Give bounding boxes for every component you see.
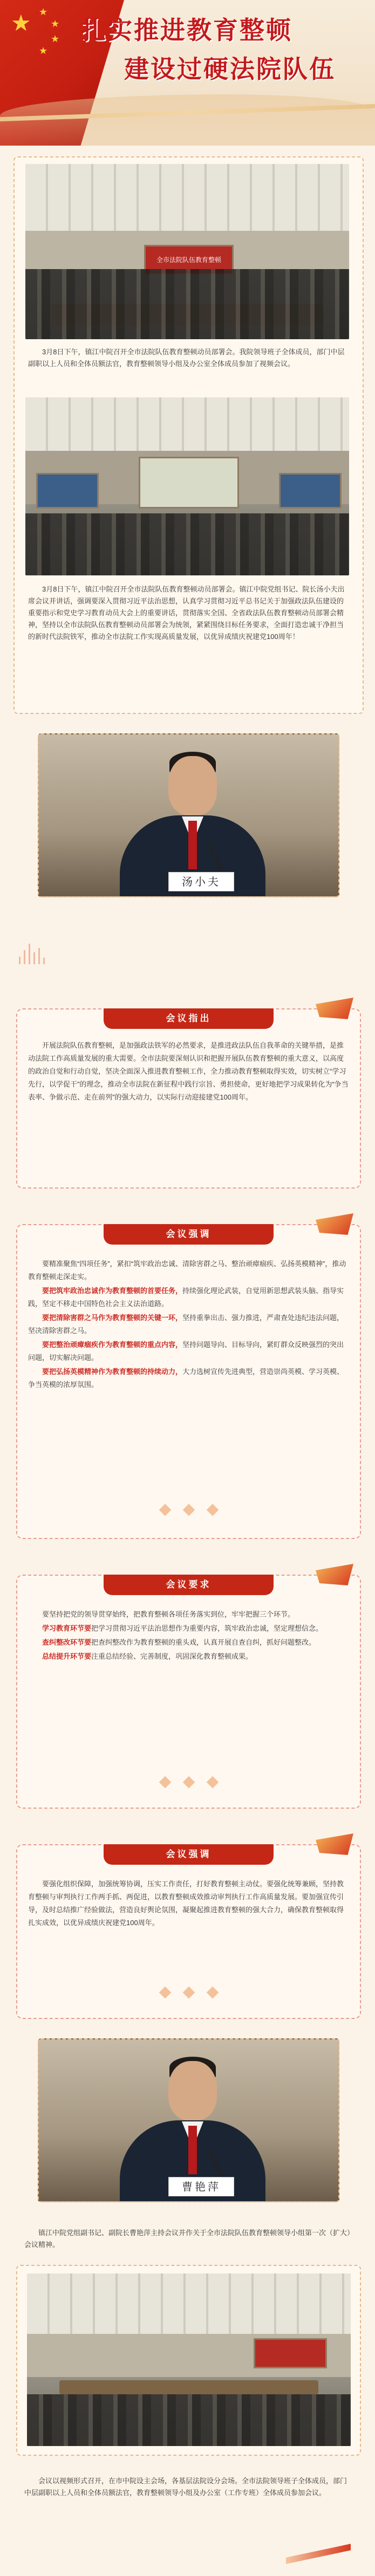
photo-caption-1: 3月8日下午，镇江中院召开全市法院队伍教育整顿动员部署会。我院领导班子全体成员，部门中层副职以上人员和全体员额法官，教育整顿领导小组及办公室全体成员参加了视频会议。 (28, 348, 345, 368)
meeting-photo-3 (27, 2273, 351, 2446)
section-paragraph (28, 1650, 349, 1663)
diamond-decoration (17, 1506, 360, 1514)
section-card-1 (16, 1008, 361, 1189)
paragraph-text: 坚持重拳出击、强力推进，严肃查处违纪违法问题，坚决清除害群之马。 (28, 1314, 344, 1335)
video-screen-left (36, 473, 99, 509)
photo-caption-final: 会议以视频形式召开，在市中院设主会场，各基层法院设分会场。全市法院领导班子全体成员，部门中层副职以上人员和全体员额法官，教育整顿领导小组及办公室（工作专班）全体成员参加会议。 (24, 2477, 347, 2497)
star-icon: ★ (51, 18, 60, 30)
section-body-4 (28, 1878, 349, 1931)
star-icon: ★ (39, 45, 48, 57)
photo-caption-2: 3月8日下午，镇江中院召开全市法院队伍教育整顿动员部署会。镇江中院党组书记、院长汤小夫出席会议并讲话，强调要深入贯彻习近平法治思想，认真学习贯彻习近平总书记关于加强政法队伍建设的重要指示和党史学习教育动员大会上的重要讲话，贯彻落实全国、全省政法队伍教育整顿动员部署会精神，坚持以全市法院队伍教育整顿动员部署会为统领，紧紧围绕目标任务要求，全面打造忠诚干净担当的新时代法院铁军，推动全市法院工作实现高质量发展，以优异成绩庆祝建党100周年！ (28, 585, 345, 641)
section-title-2: 会议强调 (104, 1224, 274, 1245)
decoration-bars (19, 944, 45, 964)
section-body-3 (28, 1608, 349, 1664)
star-icon: ★ (51, 33, 60, 45)
section-card-2 (16, 1224, 361, 1539)
nameplate: 汤小夫 (168, 872, 234, 891)
paragraph-text: 大力选树宣传先进典型，营造崇尚英模、学习英模、争当英模的浓厚氛围。 (28, 1368, 344, 1389)
section-paragraph: 要精准聚焦“四项任务”，紧扣“筑牢政治忠诚、清除害群之马、整治顽瘴痼疾、弘扬英模精神”，推动教育整顿走深走实。 (28, 1260, 346, 1281)
highlight-text: 查纠整改环节要 (42, 1638, 92, 1646)
highlight-text: 要把清除害群之马作为教育整顿的关键一环， (42, 1314, 183, 1322)
section-body-1 (28, 1039, 349, 1105)
section-paragraph (28, 1338, 349, 1364)
section-paragraph (28, 1365, 349, 1391)
flag-decoration (316, 1833, 353, 1855)
section-paragraph: 要坚持把党的领导贯穿始终，把教育整顿各项任务落实到位，牢牢把握三个环节。 (42, 1610, 295, 1618)
section-paragraph (28, 1311, 349, 1337)
meeting-screen (254, 2338, 327, 2368)
highlight-text: 要把筑牢政治忠诚作为教育整顿的首要任务， (42, 1287, 183, 1295)
highlight-text: 要把弘扬英模精神作为教育整顿的持续动力， (42, 1368, 183, 1376)
diamond-decoration (17, 1778, 360, 1787)
section-paragraph: 要强化组织保障，加强统筹协调，压实工作责任，打好教育整顿主动仗。要强化统筹兼顾，坚持教育整顿与审判执行工作两手抓、两促进，以教育整顿成效推动审判执行工作高质量发展。要加强宣传引导，及时总结推广经验做法，营造良好舆论氛围，凝聚起推进教育整顿的强大合力，确保教育整顿取得扎实成效，以优异成绩庆祝建党100周年。 (28, 1880, 344, 1927)
video-screen-right (279, 473, 342, 509)
speaker-portrait-2 (38, 2038, 339, 2202)
paragraph-text: 坚持问题导向、目标导向，紧盯群众反映强烈的突出问题，切实解决问题。 (28, 1341, 344, 1362)
banner-title-line2: 建设过硬法院队伍 (124, 54, 336, 84)
highlight-text: 要把整治顽瘴痼疾作为教育整顿的重点内容， (42, 1341, 183, 1349)
video-screen-center (139, 457, 239, 509)
nameplate: 曹艳萍 (168, 2177, 234, 2196)
flag-decoration (316, 1564, 353, 1585)
diamond-decoration (17, 1988, 360, 1997)
footer-decoration (286, 2544, 351, 2564)
photo-card (13, 156, 364, 714)
meeting-screen: 全市法院队伍教育整顿 (144, 245, 234, 275)
section-paragraph (28, 1622, 349, 1635)
speaker-portrait-1 (38, 733, 339, 897)
section-title-3: 会议要求 (104, 1575, 274, 1595)
flag-decoration (316, 1213, 353, 1235)
section-card-4 (16, 1844, 361, 2019)
section-title-4: 会议强调 (104, 1844, 274, 1865)
highlight-text: 学习教育环节要 (42, 1624, 92, 1632)
banner-wave-decoration (0, 94, 375, 146)
paragraph-text: 把学习贯彻习近平法治思想作为重要内容，筑牢政治忠诚，坚定理想信念。 (91, 1624, 323, 1632)
photo-caption-3: 镇江中院党组副书记、副院长曹艳萍主持会议并作关于全市法院队伍教育整顿领导小组第一次（扩大）会议精神。 (24, 2229, 351, 2249)
section-card-3 (16, 1575, 361, 1809)
banner-title-line1: 扎实推进教育整顿 (81, 16, 292, 45)
highlight-text: 总结提升环节要 (42, 1652, 92, 1660)
section-paragraph (28, 1284, 349, 1310)
star-icon: ★ (11, 10, 31, 36)
photo-card (16, 2265, 361, 2456)
meeting-photo-2 (25, 397, 349, 575)
flag-decoration (316, 998, 353, 1019)
section-body-2 (28, 1258, 349, 1392)
paragraph-text: 持续强化理论武装，自觉用新思想武装头脑、指导实践，坚定不移走中国特色社会主义法治道路。 (28, 1287, 344, 1308)
section-paragraph: 开展法院队伍教育整顿，是加强政法铁军的必然要求，是推进政法队伍自我革命的关键举措，是推动法院工作高质量发展的重大需要。全市法院要深刻认识和把握开展队伍教育整顿的重大意义，以高度的政治自觉和行动自觉，坚决全面深入推进教育整顿工作，全力推动教育整顿取得实效，切实树立“学习先行，以学促干”的理念，推动全市法院在新征程中践行宗旨、勇担使命，更好地把学习成果转化为“争当表率、争做示范、走在前列”的强大动力，以实际行动迎接建党100周年。 (28, 1041, 349, 1101)
header-banner (0, 0, 375, 146)
section-paragraph (28, 1636, 349, 1649)
paragraph-text: 注重总结经验、完善制度，巩固深化教育整顿成果。 (91, 1652, 253, 1660)
section-title-1: 会议指出 (104, 1008, 274, 1029)
meeting-photo-1 (25, 164, 349, 339)
star-icon: ★ (39, 6, 48, 18)
paragraph-text: 把查纠整改作为教育整顿的重头戏，认真开展自查自纠，抓好问题整改。 (91, 1638, 316, 1646)
